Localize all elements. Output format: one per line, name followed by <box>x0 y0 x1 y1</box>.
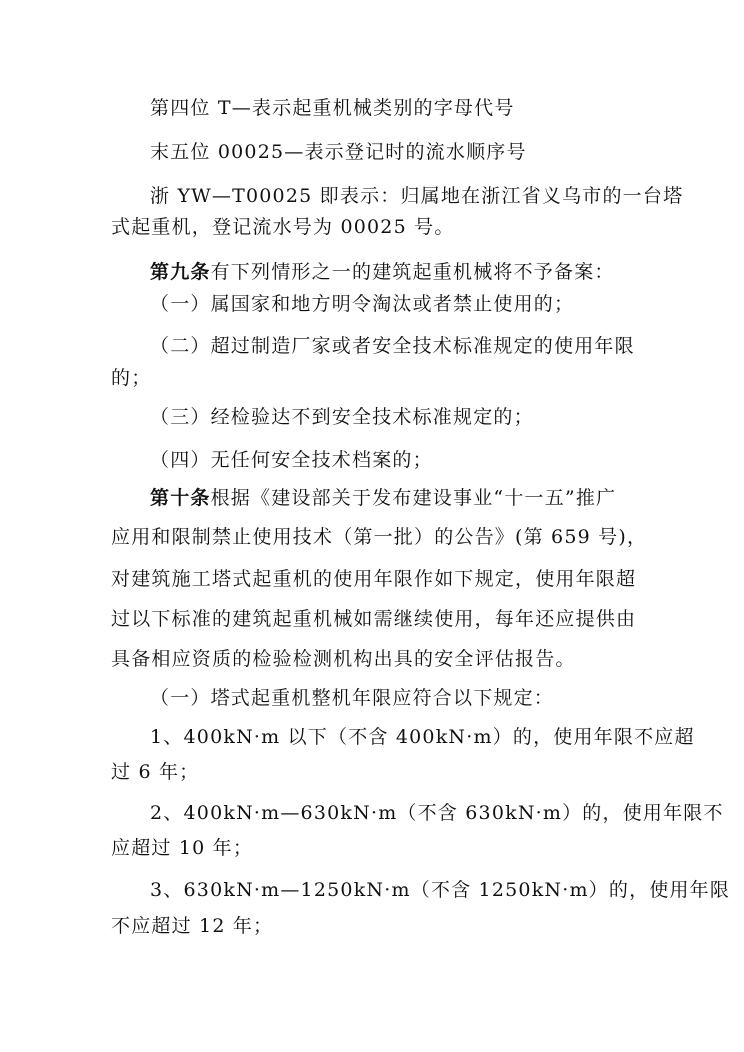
text-line-17: 1、400kN·m 以下（不含 400kN·m）的，使用年限不应超 <box>150 726 695 748</box>
article-9-text: 有下列情形之一的建筑起重机械将不予备案： <box>210 261 615 283</box>
text-line-22: 不应超过 12 年； <box>111 915 274 937</box>
text-line-6: （一）属国家和地方明令淘汰或者禁止使用的； <box>150 293 575 315</box>
article-10-heading: 第十条 <box>150 487 211 509</box>
text-line-13: 对建筑施工塔式起重机的使用年限作如下规定，使用年限超 <box>111 568 637 590</box>
text-line-2: 末五位 00025—表示登记时的流水顺序号 <box>150 141 527 163</box>
text-line-12: 应用和限制禁止使用技术（第一批）的公告》(第 659 号)， <box>111 526 648 548</box>
text-line-14: 过以下标准的建筑起重机械如需继续使用，每年还应提供由 <box>111 608 637 630</box>
article-9-paragraph <box>150 260 615 284</box>
text-line-8: 的； <box>111 367 152 389</box>
article-9-heading: 第九条 <box>150 261 211 283</box>
text-line-15: 具备相应资质的检验检测机构出具的安全评估报告。 <box>111 648 576 670</box>
text-line-19: 2、400kN·m—630kN·m（不含 630kN·m）的，使用年限不 <box>150 802 724 824</box>
text-line-21: 3、630kN·m—1250kN·m（不含 1250kN·m）的，使用年限 <box>150 879 731 901</box>
text-line-18: 过 6 年； <box>111 761 200 783</box>
article-10-text: 根据《建设部关于发布建设事业“十一五”推广 <box>210 487 617 509</box>
text-line-10: （四）无任何安全技术档案的； <box>150 449 433 471</box>
text-line-9: （三）经检验达不到安全技术标准规定的； <box>150 406 534 428</box>
text-line-3: 浙 YW—T00025 即表示：归属地在浙江省义乌市的一台塔 <box>150 185 684 207</box>
article-10-paragraph <box>150 486 616 510</box>
text-line-7: （二）超过制造厂家或者安全技术标准规定的使用年限 <box>150 335 635 357</box>
text-line-20: 应超过 10 年； <box>111 837 254 859</box>
text-line-1: 第四位 T—表示起重机械类别的字母代号 <box>150 97 515 119</box>
text-line-4: 式起重机，登记流水号为 00025 号。 <box>111 216 455 238</box>
text-line-16: （一）塔式起重机整机年限应符合以下规定： <box>150 687 555 709</box>
